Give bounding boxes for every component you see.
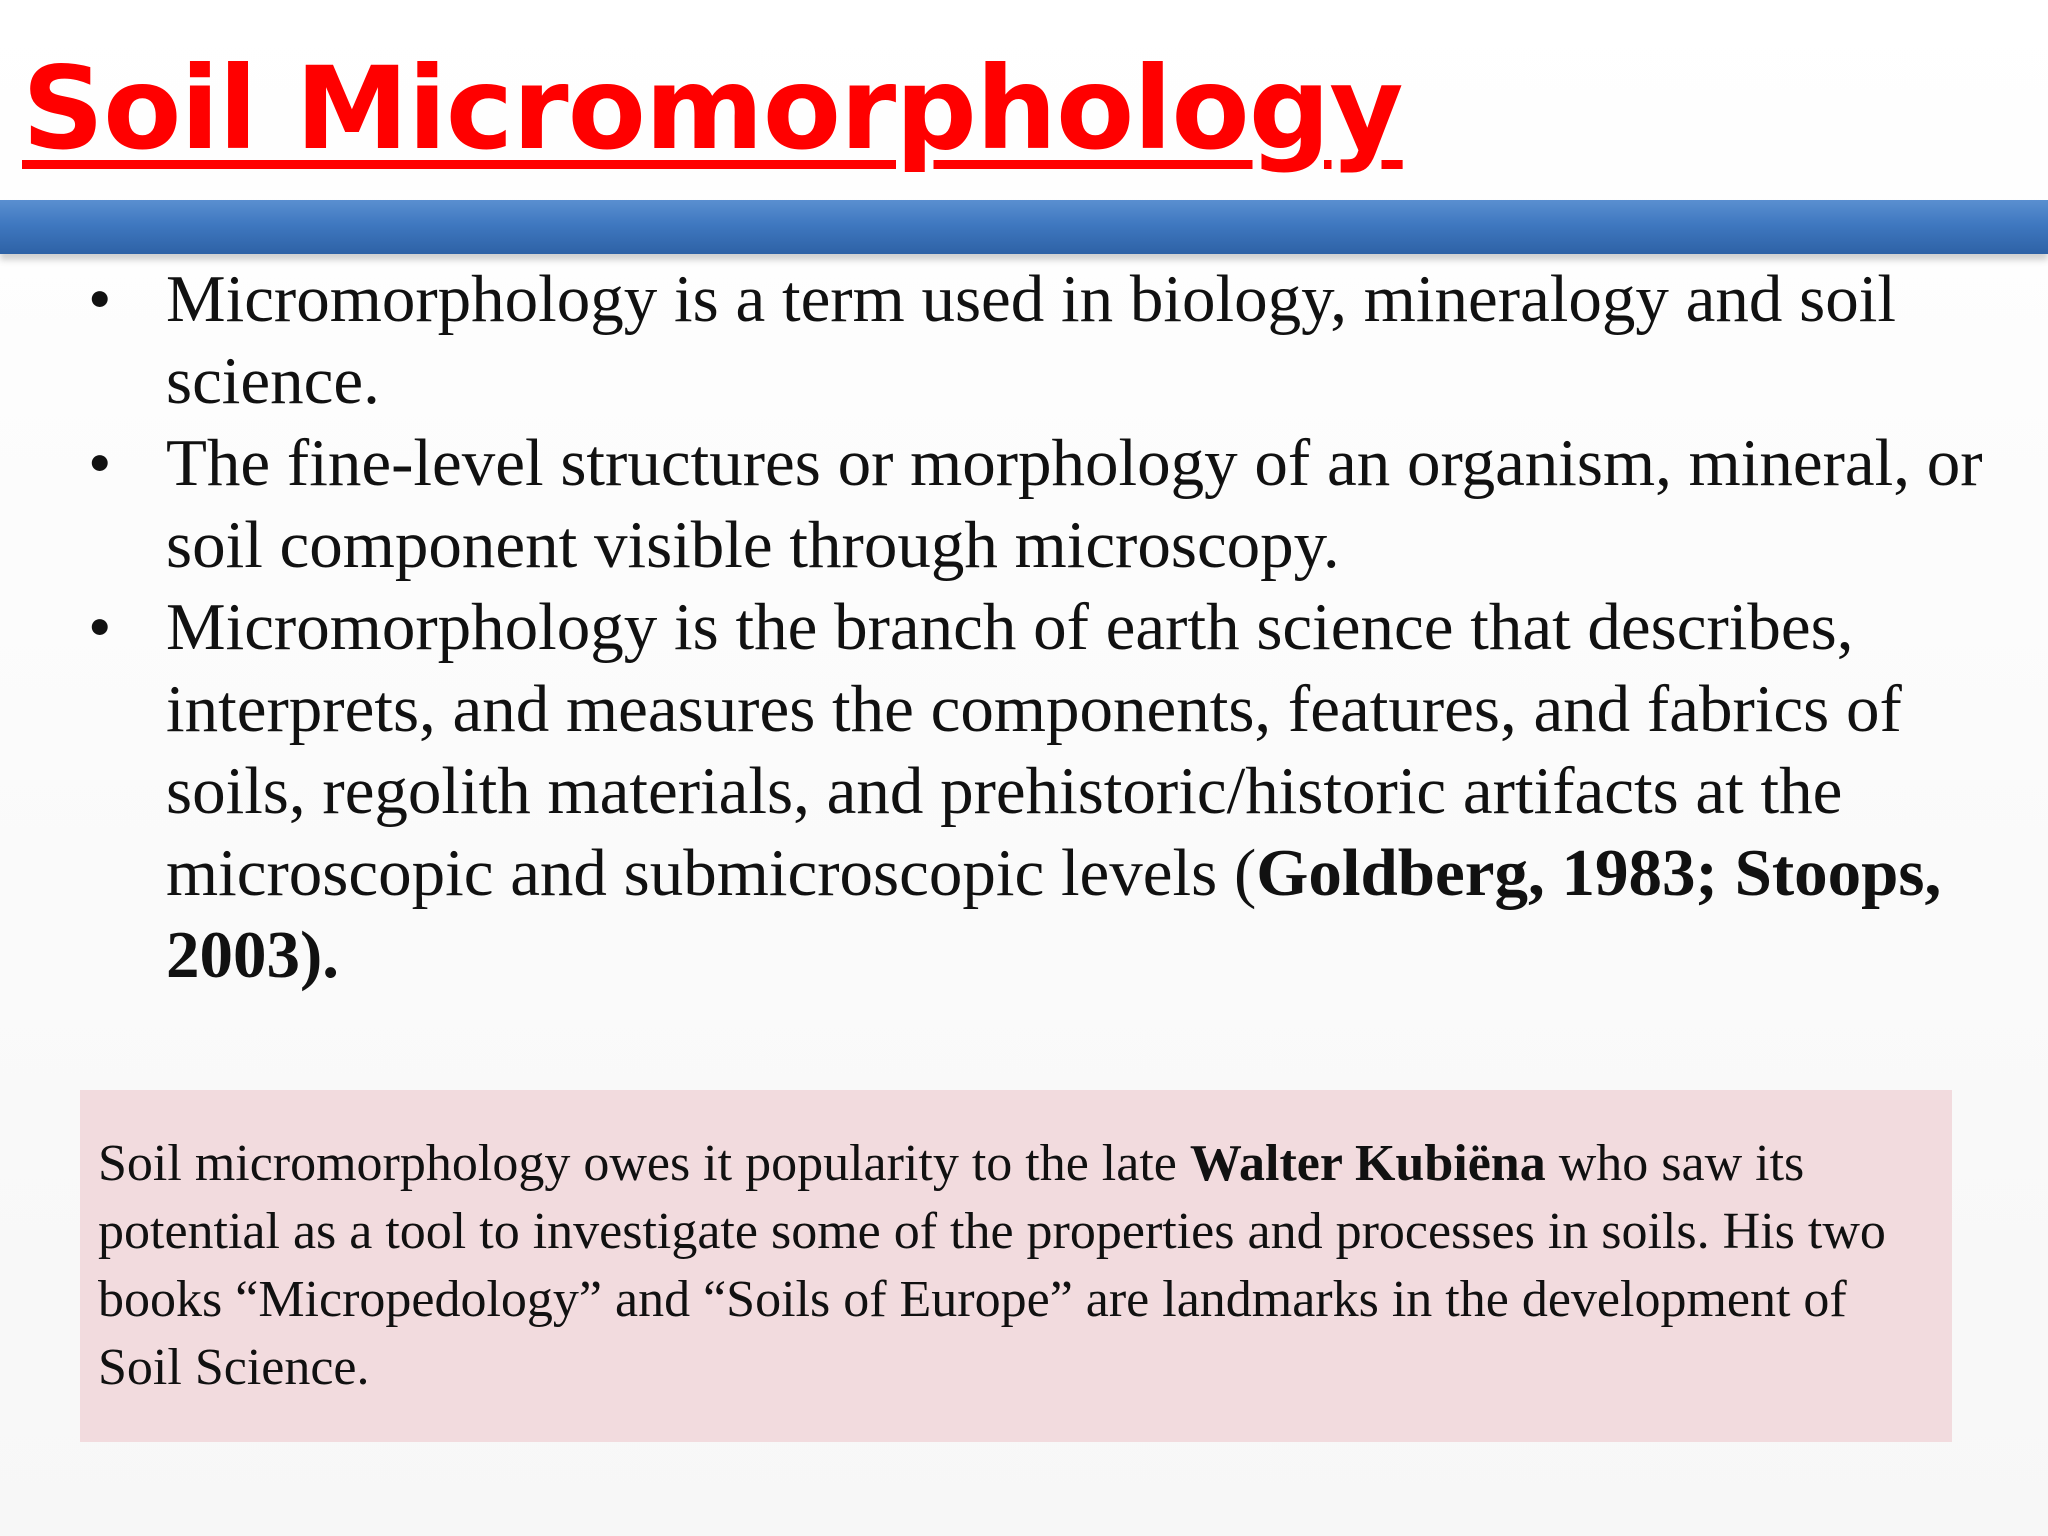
bullet-list <box>82 258 2002 996</box>
note-text-before: Soil micromorphology owes it popularity to the late <box>98 1135 1190 1192</box>
bullet-dot-icon: • <box>88 262 112 336</box>
note-box <box>80 1090 1952 1442</box>
note-text-after: who saw its potential as a tool to investigate some of the properties and processes in soils. His two books “Micropedology” and “Soils of Europe” are landmarks in the development of Soil Science. <box>98 1135 1886 1396</box>
bullet-item <box>82 422 2002 586</box>
title-divider-bar <box>0 200 2048 254</box>
bullet-text: Micromorphology is the branch of earth science that describes, interprets, and measures the components, features, and fabrics of soils, regolith materials, and prehistoric/historic artifacts at the microscopic and submicroscopic levels ( <box>166 590 1902 910</box>
bullet-text: The fine-level structures or morphology of an organism, mineral, or soil component visible through microscopy. <box>166 426 1983 582</box>
bullet-text: Micromorphology is a term used in biology, mineralogy and soil science. <box>166 262 1896 418</box>
slide-title: Soil Micromorphology <box>22 42 1403 175</box>
bullet-item <box>82 586 2002 996</box>
bullet-dot-icon: • <box>88 426 112 500</box>
bullet-dot-icon: • <box>88 590 112 664</box>
citation-text: Goldberg, 1983; Stoops, 2003). <box>166 836 1942 992</box>
note-author-name: Walter Kubiëna <box>1189 1135 1546 1192</box>
bullet-item <box>82 258 2002 422</box>
